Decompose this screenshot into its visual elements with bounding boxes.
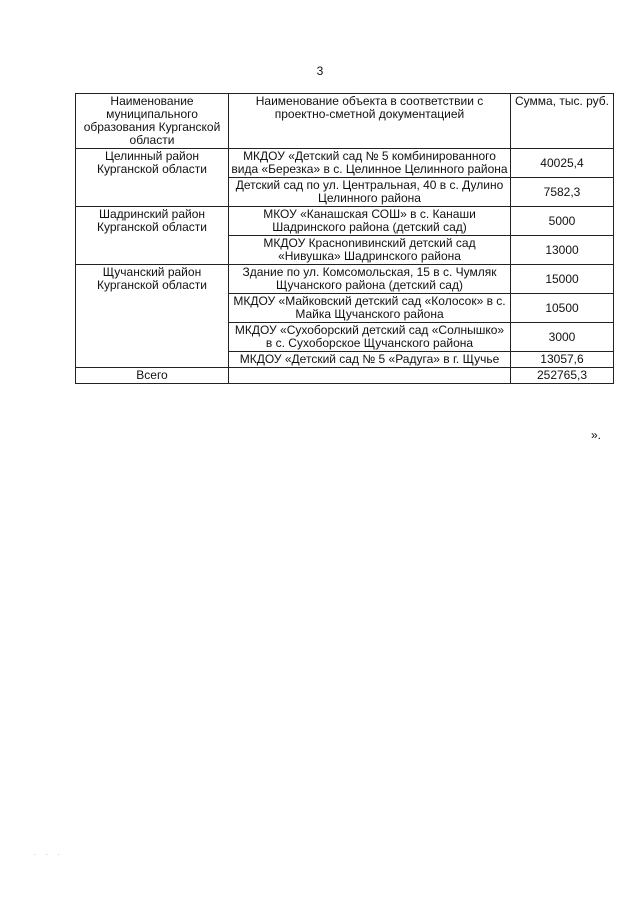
sum-cell: 5000 bbox=[511, 207, 614, 236]
object-cell: МКДОУ Красноnивинский детский сад «Нивушка» Шадринского района bbox=[229, 236, 511, 265]
funding-table bbox=[75, 93, 614, 384]
district-cell: Целинный район Курганской области bbox=[76, 149, 229, 207]
object-cell: МКДОУ «Детский сад № 5 комбинированного вида «Березка» в с. Целинное Целинного района bbox=[229, 149, 511, 178]
district-cell: Щучанский район Курганской области bbox=[76, 265, 229, 368]
sum-cell: 13057,6 bbox=[511, 352, 614, 368]
header-sum: Сумма, тыс. руб. bbox=[511, 94, 614, 149]
object-cell: Здание по ул. Комсомольская, 15 в с. Чумляк Щучанского района (детский сад) bbox=[229, 265, 511, 294]
sum-cell: 15000 bbox=[511, 265, 614, 294]
table-header-row bbox=[76, 94, 614, 149]
table-row bbox=[76, 207, 614, 236]
sum-cell: 10500 bbox=[511, 294, 614, 323]
header-object: Наименование объекта в соответствии с проектно-сметной документацией bbox=[229, 94, 511, 149]
object-cell: МКДОУ «Сухоборский детский сад «Солнышко» в с. Сухоборское Щучанского района bbox=[229, 323, 511, 352]
sum-cell: 3000 bbox=[511, 323, 614, 352]
header-municipality: Наименование муниципального образования Курганской области bbox=[76, 94, 229, 149]
total-sum: 252765,3 bbox=[511, 368, 614, 384]
sum-cell: 40025,4 bbox=[511, 149, 614, 178]
total-label: Всего bbox=[76, 368, 229, 384]
total-empty-cell bbox=[229, 368, 511, 384]
sum-cell: 13000 bbox=[511, 236, 614, 265]
total-row bbox=[76, 368, 614, 384]
object-cell: Детский сад по ул. Центральная, 40 в с. Дулино Целинного района bbox=[229, 178, 511, 207]
table-row bbox=[76, 149, 614, 178]
scan-artifact-dots: . . . bbox=[34, 850, 64, 857]
object-cell: МКДОУ «Детский сад № 5 «Радуга» в г. Щучье bbox=[229, 352, 511, 368]
object-cell: МКДОУ «Майковский детский сад «Колосок» в с. Майка Щучанского района bbox=[229, 294, 511, 323]
sum-cell: 7582,3 bbox=[511, 178, 614, 207]
page-number: 3 bbox=[316, 64, 324, 78]
district-cell: Шадринский район Курганской области bbox=[76, 207, 229, 265]
object-cell: МКОУ «Канашская СОШ» в с. Канаши Шадринского района (детский сад) bbox=[229, 207, 511, 236]
closing-quote-mark: ». bbox=[591, 428, 602, 442]
table-row bbox=[76, 265, 614, 294]
